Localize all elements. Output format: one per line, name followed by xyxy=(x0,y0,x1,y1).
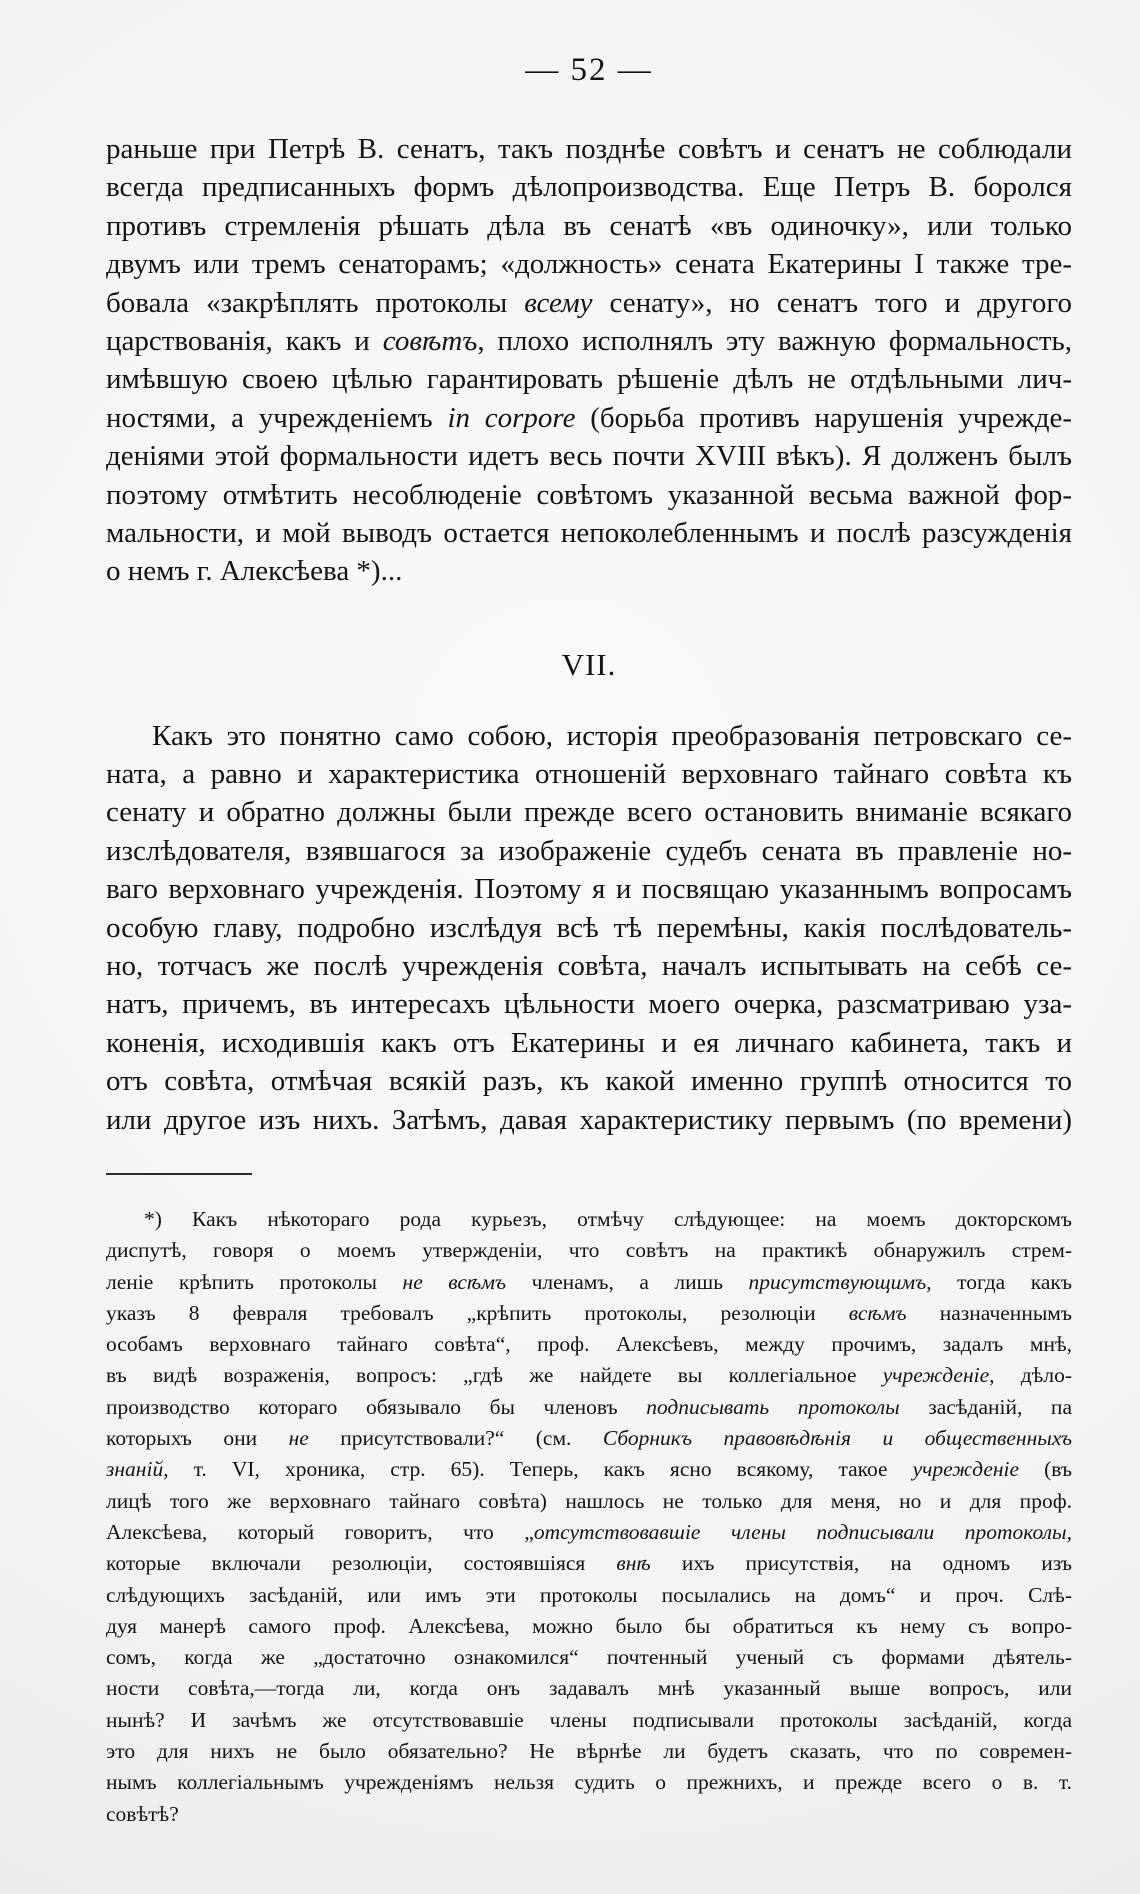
footnote-line-12: которые включали резолюціи, состоявшіяся внѣ ихъ присутствія, на одномъ изъ xyxy=(106,1551,1072,1576)
paragraph-2-line-7: но, тотчасъ же послѣ учрежденія совѣта, началъ испытывать на себѣ се- xyxy=(106,950,1072,983)
paragraph-1-line-10: поэтому отмѣтить несоблюденіе совѣтомъ указанной весьма важной фор- xyxy=(106,478,1072,511)
footnote-line-14: дуя манерѣ самого проф. Алексѣева, можно было бы обратиться къ нему съ вопро- xyxy=(106,1613,1072,1638)
paragraph-1-line-12: о немъ г. Алексѣева *)... xyxy=(106,555,403,588)
footnote-line-1: *) Какъ нѣкотораго рода курьезъ, отмѣчу слѣдующее: на моемъ докторскомъ xyxy=(144,1206,1072,1231)
footnote-line-9: знаній, т. VI, хроника, стр. 65). Теперь, какъ ясно всякому, такое учрежденіе (въ xyxy=(106,1457,1072,1482)
footnote-line-16: ности совѣта,—тогда ли, когда онъ задавалъ мнѣ указанный выше вопросъ, или xyxy=(106,1676,1072,1701)
footnote-line-2: диспутѣ, говоря о моемъ утвержденіи, что совѣтъ на практикѣ обнаружилъ стрем- xyxy=(106,1238,1072,1263)
paragraph-1-line-3: противъ стремленія рѣшать дѣла въ сенатѣ «въ одиночку», или только xyxy=(106,209,1072,242)
paragraph-2-line-5: ваго верховнаго учрежденія. Поэтому я и посвящаю указаннымъ вопросамъ xyxy=(106,873,1072,906)
footnote-line-3: леніе крѣпить протоколы не всѣмъ членамъ, а лишь присутствующимъ, тогда какъ xyxy=(106,1269,1072,1294)
footnote-line-6: въ видѣ возраженія, вопросъ: „гдѣ же найдете вы коллегіальное учрежденіе, дѣло- xyxy=(106,1363,1072,1388)
footnote-line-20: совѣтѣ? xyxy=(106,1801,179,1826)
paragraph-2 xyxy=(106,717,1072,1139)
footnote-line-13: слѣдующихъ засѣданій, или имъ эти протоколы посылались на домъ“ и проч. Слѣ- xyxy=(106,1582,1072,1607)
paragraph-2-line-4: изслѣдователя, взявшагося за изображеніе судебъ сената въ правленіе но- xyxy=(106,834,1072,867)
paragraph-1-line-9: деніями этой формальности идетъ весь почти XVIII вѣкъ). Я долженъ былъ xyxy=(106,440,1072,473)
footnote-line-17: нынѣ? И зачѣмъ же отсутствовавшіе члены подписывали протоколы засѣданій, когда xyxy=(106,1707,1072,1732)
paragraph-1-line-2: всегда предписанныхъ формъ дѣлопроизводства. Еще Петръ В. боролся xyxy=(106,171,1072,204)
paragraph-2-line-11: или другое изъ нихъ. Затѣмъ, давая характеристику первымъ (по времени) xyxy=(106,1103,1072,1136)
paragraph-1-line-6: царствованія, какъ и совѣтъ, плохо исполнялъ эту важную формальность, xyxy=(106,324,1072,357)
footnote-line-19: нымъ коллегіальнымъ учрежденіямъ нельзя судить о прежнихъ, и прежде всего о в. т. xyxy=(106,1770,1072,1795)
paragraph-1-line-11: мальности, и мой выводъ остается непоколебленнымъ и послѣ разсужденія xyxy=(106,516,1072,549)
footnote-line-8: которыхъ они не присутствовали?“ (см. Сборникъ правовѣдѣнія и общественныхъ xyxy=(106,1426,1072,1451)
footnote-line-5: особамъ верховнаго тайнаго совѣта“, проф. Алексѣевъ, между прочимъ, задалъ мнѣ, xyxy=(106,1332,1072,1357)
footnote-rule xyxy=(106,1173,252,1175)
footnote-line-18: это для нихъ не было обязательно? Не вѣрнѣе ли будетъ сказать, что по современ- xyxy=(106,1739,1072,1764)
footnote-line-11: Алексѣева, который говоритъ, что „отсутствовавшіе члены подписывали протоколы, xyxy=(106,1519,1072,1544)
footnote-line-4: указъ 8 февраля требовалъ „крѣпить протоколы, резолюціи всѣмъ назначеннымъ xyxy=(106,1300,1072,1325)
paragraph-1-line-7: имѣвшую своею цѣлью гарантировать рѣшеніе дѣлъ не отдѣльными лич- xyxy=(106,363,1072,396)
paragraph-1-line-8: ностями, а учрежденіемъ in corpore (борьба противъ нарушенія учрежде- xyxy=(106,401,1072,434)
paragraph-2-line-2: ната, а равно и характеристика отношеній верховнаго тайнаго совѣта къ xyxy=(106,758,1072,791)
paragraph-2-line-3: сенату и обратно должны были прежде всего остановить вниманіе всякаго xyxy=(106,796,1072,829)
footnote xyxy=(106,1204,1072,1830)
paragraph-1-line-1: раньше при Петрѣ В. сенатъ, такъ позднѣе совѣтъ и сенатъ не соблюдали xyxy=(106,133,1072,165)
paragraph-2-line-9: коненія, исходившія какъ отъ Екатерины и ея личнаго кабинета, такъ и xyxy=(106,1026,1072,1059)
footnote-line-15: сомъ, когда же „достаточно ознакомился“ почтенный ученый съ формами дѣятель- xyxy=(106,1645,1072,1670)
paragraph-2-line-8: натъ, причемъ, въ интересахъ цѣльности моего очерка, разсматриваю уза- xyxy=(106,988,1072,1021)
section-heading: VII. xyxy=(561,646,617,682)
paragraph-2-line-1: Какъ это понятно само собою, исторія преобразованія петровскаго се- xyxy=(152,719,1072,752)
footnote-line-7: производство котораго обязывало бы членовъ подписывать протоколы засѣданій, па xyxy=(106,1394,1072,1419)
paragraph-1-line-5: бовала «закрѣплять протоколы всему сенату», но сенатъ того и другого xyxy=(106,286,1072,319)
paragraph-2-line-6: особую главу, подробно изслѣдуя всѣ тѣ перемѣны, какія послѣдователь- xyxy=(106,911,1072,944)
paragraph-1 xyxy=(106,130,1072,591)
footnote-line-10: лицѣ того же верховнаго тайнаго совѣта) нашлось не только для меня, но и для проф. xyxy=(106,1488,1072,1513)
page-number: — 52 — xyxy=(525,52,653,88)
paragraph-1-line-4: двумъ или тремъ сенаторамъ; «должность» сената Екатерины I также тре- xyxy=(106,248,1072,281)
paragraph-2-line-10: отъ совѣта, отмѣчая всякій разъ, къ какой именно группѣ относится то xyxy=(106,1065,1072,1098)
